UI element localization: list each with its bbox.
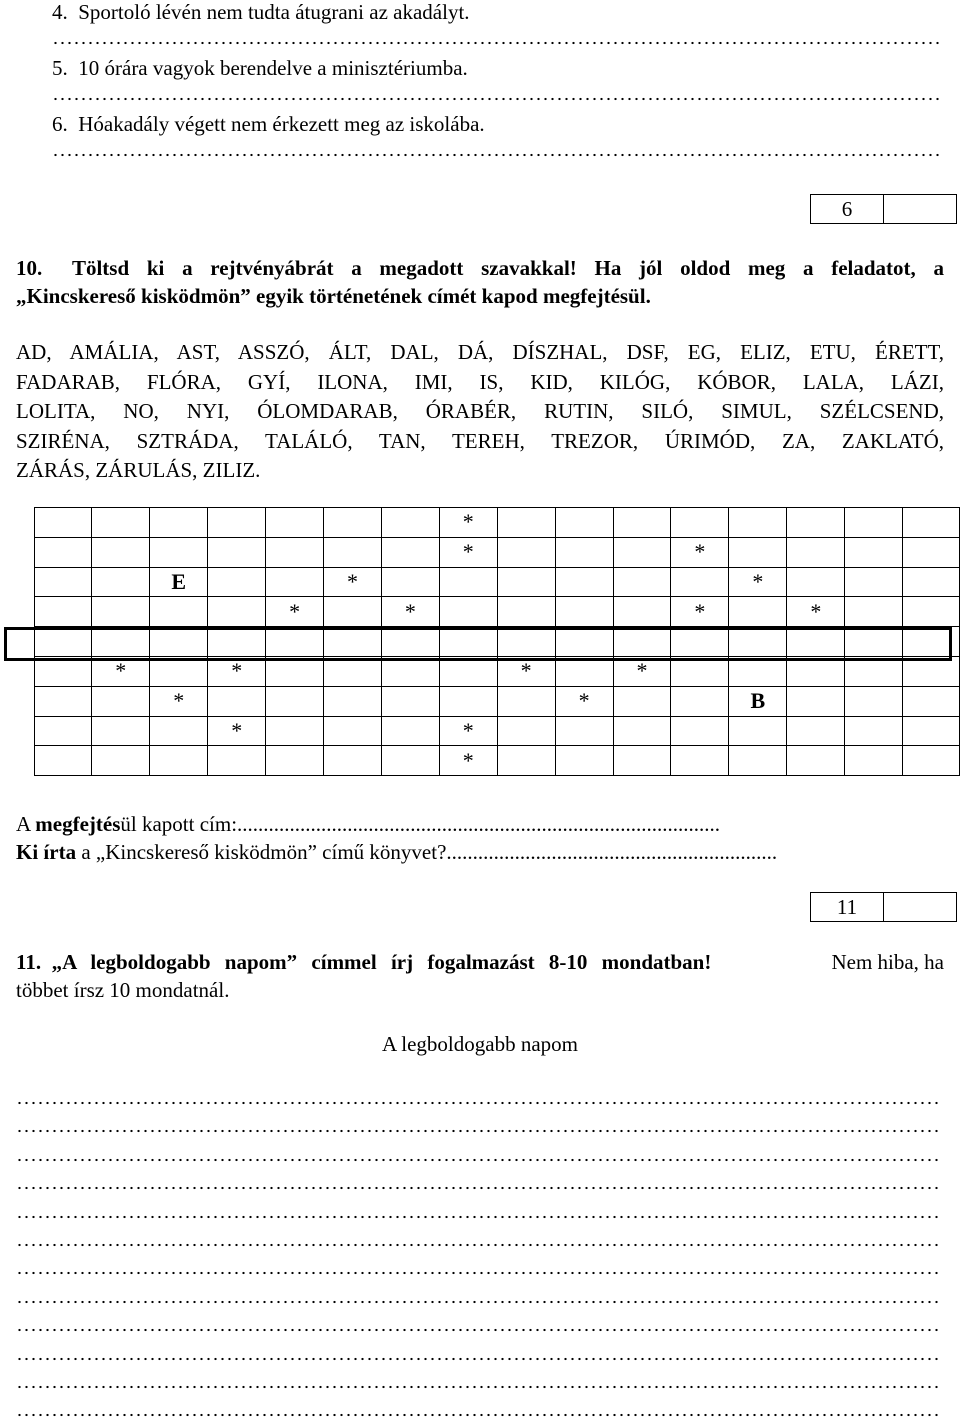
crossword-cell[interactable]: [671, 686, 729, 716]
task11-instruction-line2: többet írsz 10 mondatnál.: [16, 978, 230, 1002]
crossword-star-cell[interactable]: *: [92, 656, 150, 686]
crossword-cell[interactable]: [902, 716, 959, 746]
crossword-cell[interactable]: [555, 508, 613, 538]
list-item-5: 5. 10 órára vagyok berendelve a minisztériumba.: [52, 56, 468, 80]
answer-line[interactable]: [52, 152, 942, 158]
crossword-cell[interactable]: [729, 746, 787, 776]
crossword-cell[interactable]: [729, 716, 787, 746]
answer-author-field[interactable]: ...............................................................: [446, 840, 778, 864]
crossword-cell[interactable]: E: [150, 567, 208, 597]
writing-line[interactable]: [16, 1327, 942, 1333]
crossword-cell[interactable]: [902, 746, 959, 776]
writing-line[interactable]: [16, 1270, 942, 1276]
crossword-cell[interactable]: [497, 746, 555, 776]
crossword-cell[interactable]: [787, 627, 845, 657]
writing-line[interactable]: [16, 1242, 942, 1248]
crossword-cell[interactable]: [324, 686, 382, 716]
crossword-cell[interactable]: [381, 508, 439, 538]
crossword-cell[interactable]: [671, 567, 729, 597]
crossword-cell[interactable]: [671, 656, 729, 686]
crossword-cell[interactable]: [35, 627, 92, 657]
crossword-row: [35, 656, 960, 686]
answer-line[interactable]: [52, 96, 942, 102]
crossword-cell[interactable]: [381, 567, 439, 597]
crossword-cell[interactable]: [35, 508, 92, 538]
task10-instruction-line1: 10. Töltsd ki a rejtvényábrát a megadott szavakkal! Ha jól oldod meg a feladatot, a: [16, 256, 944, 280]
crossword-cell[interactable]: [381, 686, 439, 716]
crossword-cell[interactable]: [381, 627, 439, 657]
crossword-cell[interactable]: [35, 746, 92, 776]
crossword-star-cell[interactable]: *: [150, 686, 208, 716]
crossword-cell[interactable]: [381, 656, 439, 686]
crossword-cell[interactable]: [208, 597, 266, 627]
crossword-cell[interactable]: [92, 627, 150, 657]
crossword-star-cell[interactable]: *: [497, 656, 555, 686]
crossword-star-cell[interactable]: *: [266, 597, 324, 627]
crossword-cell[interactable]: [35, 686, 92, 716]
crossword-star-cell[interactable]: *: [671, 537, 729, 567]
crossword-cell[interactable]: [150, 597, 208, 627]
crossword-cell[interactable]: [439, 597, 497, 627]
crossword-cell[interactable]: [439, 627, 497, 657]
crossword-cell[interactable]: [671, 746, 729, 776]
answer-author-line: Ki írta a „Kincskereső kisködmön” című könyvet?...............................................................: [16, 840, 778, 864]
score-field[interactable]: [884, 893, 956, 921]
answer-line[interactable]: [52, 40, 942, 46]
crossword-cell[interactable]: [266, 656, 324, 686]
crossword-row: [35, 627, 960, 657]
crossword-cell[interactable]: [845, 656, 902, 686]
score-field[interactable]: [884, 195, 956, 223]
crossword-star-cell[interactable]: *: [671, 597, 729, 627]
crossword-grid[interactable]: [34, 507, 960, 776]
crossword-cell[interactable]: [150, 508, 208, 538]
crossword-cell[interactable]: [729, 508, 787, 538]
crossword-cell[interactable]: [266, 746, 324, 776]
writing-line[interactable]: [16, 1412, 942, 1418]
crossword-star-cell[interactable]: *: [208, 656, 266, 686]
crossword-cell[interactable]: [845, 508, 902, 538]
crossword-row: [35, 746, 960, 776]
crossword-cell[interactable]: [729, 537, 787, 567]
crossword-cell[interactable]: [671, 716, 729, 746]
crossword-cell[interactable]: [729, 597, 787, 627]
crossword-cell[interactable]: [497, 627, 555, 657]
crossword-cell[interactable]: [497, 597, 555, 627]
crossword-cell[interactable]: [35, 716, 92, 746]
crossword-cell[interactable]: [150, 537, 208, 567]
crossword-star-cell[interactable]: *: [555, 686, 613, 716]
crossword-star-cell[interactable]: *: [324, 567, 382, 597]
crossword-cell[interactable]: [92, 508, 150, 538]
crossword-cell[interactable]: [92, 716, 150, 746]
crossword-cell[interactable]: [902, 597, 959, 627]
word-list: [16, 338, 944, 486]
crossword-cell[interactable]: [787, 686, 845, 716]
crossword-cell[interactable]: [902, 627, 959, 657]
crossword-cell[interactable]: [613, 686, 671, 716]
writing-line[interactable]: [16, 1356, 942, 1362]
crossword-star-cell[interactable]: *: [439, 716, 497, 746]
crossword-cell[interactable]: [381, 537, 439, 567]
crossword-cell[interactable]: [902, 656, 959, 686]
task11-instruction-line1: 11. „A legboldogabb napom” címmel írj fogalmazást 8-10 mondatban! Nem hiba, ha: [16, 950, 944, 974]
crossword-cell[interactable]: [497, 537, 555, 567]
crossword-cell[interactable]: [92, 746, 150, 776]
crossword-cell[interactable]: [150, 656, 208, 686]
crossword-cell[interactable]: [439, 656, 497, 686]
crossword-cell[interactable]: [92, 597, 150, 627]
crossword-row: [35, 508, 960, 538]
crossword-cell[interactable]: [671, 627, 729, 657]
crossword-cell[interactable]: [266, 537, 324, 567]
crossword-cell[interactable]: [845, 746, 902, 776]
crossword-cell[interactable]: [92, 567, 150, 597]
crossword-cell[interactable]: [381, 746, 439, 776]
crossword-row: [35, 597, 960, 627]
crossword-cell[interactable]: [150, 716, 208, 746]
crossword-cell[interactable]: B: [729, 686, 787, 716]
word-list-line: AD, AMÁLIA, AST, ASSZÓ, ÁLT, DAL, DÁ, DÍSZHAL, DSF, EG, ELIZ, ETU, ÉRETT,: [16, 340, 944, 364]
crossword-star-cell[interactable]: *: [439, 746, 497, 776]
crossword-cell[interactable]: [787, 537, 845, 567]
word-list-line: SZIRÉNA, SZTRÁDA, TALÁLÓ, TAN, TEREH, TREZOR, ÚRIMÓD, ZA, ZAKLATÓ,: [16, 428, 944, 453]
crossword-cell[interactable]: [902, 686, 959, 716]
crossword-cell[interactable]: [35, 597, 92, 627]
crossword-cell[interactable]: [902, 567, 959, 597]
crossword-cell[interactable]: [208, 508, 266, 538]
crossword-cell[interactable]: [845, 627, 902, 657]
crossword-cell[interactable]: [613, 567, 671, 597]
crossword-cell[interactable]: [381, 716, 439, 746]
crossword-row: [35, 567, 960, 597]
crossword-star-cell[interactable]: *: [381, 597, 439, 627]
score-box: [810, 194, 957, 224]
task10-instruction-line2: „Kincskereső kisködmön” egyik történetének címét kapod megfejtésül.: [16, 284, 651, 308]
crossword-cell[interactable]: [671, 508, 729, 538]
crossword-cell[interactable]: [902, 537, 959, 567]
crossword-star-cell[interactable]: *: [439, 508, 497, 538]
crossword-cell[interactable]: [729, 656, 787, 686]
crossword-star-cell[interactable]: *: [208, 716, 266, 746]
crossword-cell[interactable]: [613, 716, 671, 746]
crossword-cell[interactable]: [555, 597, 613, 627]
word-list-line: FADARAB, FLÓRA, GYÍ, ILONA, IMI, IS, KID, KILÓG, KÓBOR, LALA, LÁZI,: [16, 369, 944, 394]
crossword-cell[interactable]: [787, 716, 845, 746]
crossword-cell[interactable]: [266, 567, 324, 597]
crossword-row: [35, 537, 960, 567]
crossword-row: [35, 716, 960, 746]
crossword-cell[interactable]: [324, 627, 382, 657]
word-list-line: LOLITA, NO, NYI, ÓLOMDARAB, ÓRABÉR, RUTIN, SILÓ, SIMUL, SZÉLCSEND,: [16, 399, 944, 423]
essay-title: A legboldogabb napom: [382, 1032, 578, 1056]
crossword-cell[interactable]: [497, 567, 555, 597]
writing-line[interactable]: [16, 1185, 942, 1191]
word-list-line: ZÁRÁS, ZÁRULÁS, ZILIZ.: [16, 458, 261, 482]
writing-line[interactable]: [16, 1128, 942, 1134]
crossword-cell[interactable]: [497, 508, 555, 538]
list-item-4: 4. Sportoló lévén nem tudta átugrani az akadályt.: [52, 0, 470, 24]
crossword-cell[interactable]: [208, 627, 266, 657]
crossword-cell[interactable]: [555, 716, 613, 746]
crossword-cell[interactable]: [902, 508, 959, 538]
score-max: 6: [811, 195, 884, 223]
score-max: 11: [811, 893, 884, 921]
crossword-cell[interactable]: [324, 656, 382, 686]
crossword-cell[interactable]: [845, 537, 902, 567]
crossword-cell[interactable]: [208, 567, 266, 597]
crossword-star-cell[interactable]: *: [787, 597, 845, 627]
crossword-row: [35, 686, 960, 716]
crossword-cell[interactable]: [35, 567, 92, 597]
crossword-cell[interactable]: [324, 716, 382, 746]
crossword-cell[interactable]: [208, 746, 266, 776]
crossword-cell[interactable]: [555, 627, 613, 657]
crossword-star-cell[interactable]: *: [729, 567, 787, 597]
writing-line[interactable]: [16, 1299, 942, 1305]
crossword-cell[interactable]: [787, 656, 845, 686]
crossword-cell[interactable]: [266, 627, 324, 657]
writing-line[interactable]: [16, 1214, 942, 1220]
crossword-cell[interactable]: [729, 627, 787, 657]
crossword-cell[interactable]: [92, 686, 150, 716]
crossword-cell[interactable]: [845, 686, 902, 716]
crossword-cell[interactable]: [845, 716, 902, 746]
crossword-cell[interactable]: [439, 686, 497, 716]
writing-line[interactable]: [16, 1384, 942, 1390]
crossword-cell[interactable]: [35, 537, 92, 567]
crossword-cell[interactable]: [787, 746, 845, 776]
score-box: [810, 892, 957, 922]
crossword-cell[interactable]: [555, 567, 613, 597]
crossword-cell[interactable]: [266, 508, 324, 538]
crossword-cell[interactable]: [787, 567, 845, 597]
crossword-cell[interactable]: [324, 537, 382, 567]
crossword-cell[interactable]: [555, 537, 613, 567]
answer-title-field[interactable]: ............................................................................................: [237, 812, 721, 836]
crossword-cell[interactable]: [555, 746, 613, 776]
crossword-cell[interactable]: [613, 627, 671, 657]
crossword-cell[interactable]: [324, 597, 382, 627]
crossword-cell[interactable]: [266, 716, 324, 746]
writing-line[interactable]: [16, 1157, 942, 1163]
crossword-cell[interactable]: [35, 656, 92, 686]
crossword-cell[interactable]: [613, 597, 671, 627]
crossword-cell[interactable]: [497, 686, 555, 716]
crossword-cell[interactable]: [497, 716, 555, 746]
crossword-star-cell[interactable]: *: [439, 537, 497, 567]
crossword-cell[interactable]: [613, 508, 671, 538]
list-item-6: 6. Hóakadály végett nem érkezett meg az iskolába.: [52, 112, 485, 136]
crossword-cell[interactable]: [555, 656, 613, 686]
crossword-cell[interactable]: [324, 508, 382, 538]
crossword-cell[interactable]: [208, 686, 266, 716]
crossword-cell[interactable]: [266, 686, 324, 716]
writing-line[interactable]: [16, 1100, 942, 1106]
crossword-cell[interactable]: [150, 627, 208, 657]
crossword-cell[interactable]: [613, 746, 671, 776]
crossword-cell[interactable]: [845, 597, 902, 627]
crossword-cell[interactable]: [845, 567, 902, 597]
crossword-star-cell[interactable]: *: [613, 656, 671, 686]
crossword-cell[interactable]: [150, 746, 208, 776]
crossword-cell[interactable]: [787, 508, 845, 538]
crossword-cell[interactable]: [208, 537, 266, 567]
crossword-cell[interactable]: [324, 746, 382, 776]
answer-title-line: A megfejtésül kapott cím:............................................................................................: [16, 812, 721, 836]
crossword-cell[interactable]: [613, 537, 671, 567]
crossword-cell[interactable]: [92, 537, 150, 567]
crossword-cell[interactable]: [439, 567, 497, 597]
